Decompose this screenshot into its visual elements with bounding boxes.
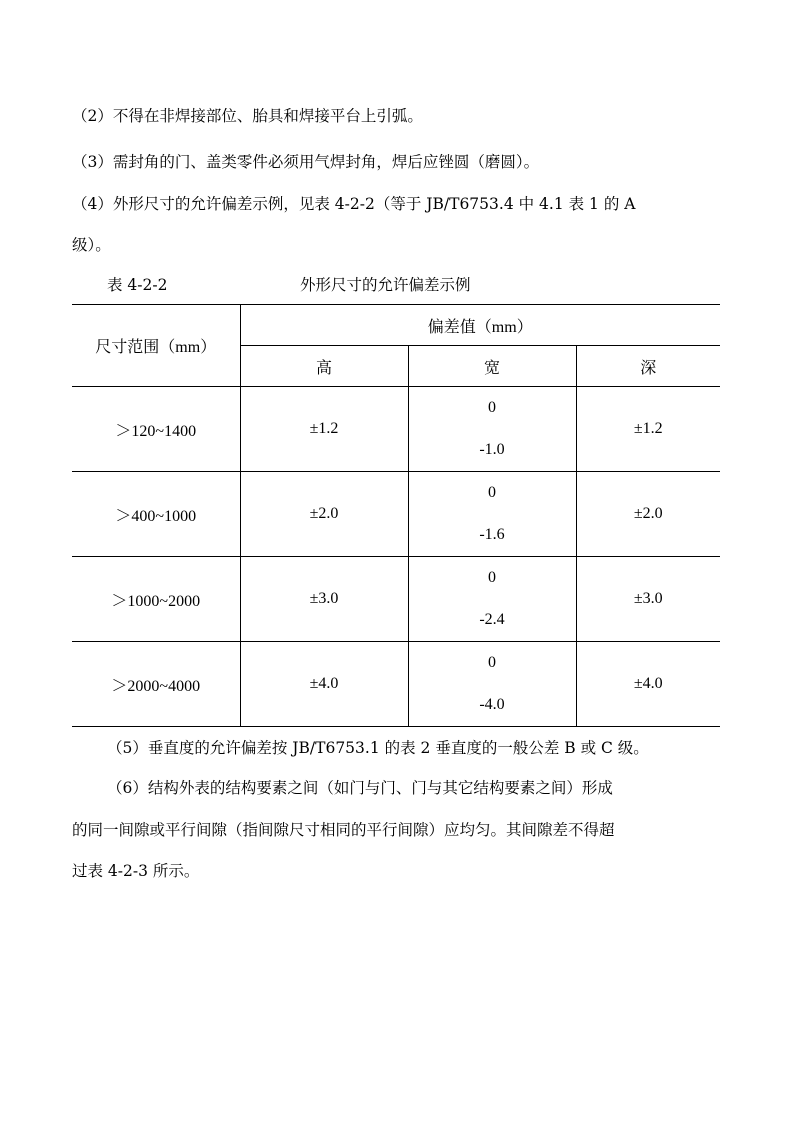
cell-height: ±1.2 xyxy=(240,387,408,472)
table-row xyxy=(72,387,720,472)
cell-depth: ±2.0 xyxy=(576,472,720,557)
cell-width-lower: -4.0 xyxy=(479,696,505,713)
cell-width-upper: 0 xyxy=(488,654,496,671)
table-title: 外形尺寸的允许偏差示例 xyxy=(300,276,471,294)
cell-depth: ±4.0 xyxy=(576,642,720,727)
header-size-range: 尺寸范围（mm） xyxy=(72,305,240,387)
tolerance-table xyxy=(72,304,720,727)
cell-range: ＞2000~4000 xyxy=(72,642,240,727)
cell-range: ＞400~1000 xyxy=(72,472,240,557)
cell-width-lower: -1.0 xyxy=(479,441,505,458)
cell-height: ±3.0 xyxy=(240,557,408,642)
cell-range: ＞1000~2000 xyxy=(72,557,240,642)
cell-width-lower: -1.6 xyxy=(479,526,505,543)
table-row xyxy=(72,642,720,727)
cell-width-upper: 0 xyxy=(488,399,496,416)
paragraph-item-2: （2）不得在非焊接部位、胎具和焊接平台上引弧。 xyxy=(72,107,423,125)
header-width: 宽 xyxy=(408,346,576,387)
paragraph-item-4-line-2: 级）。 xyxy=(72,236,111,254)
cell-width-upper: 0 xyxy=(488,569,496,586)
table-row xyxy=(72,557,720,642)
cell-width xyxy=(408,472,576,557)
cell-depth: ±3.0 xyxy=(576,557,720,642)
cell-width xyxy=(408,387,576,472)
paragraph-item-6-line-1: （6）结构外表的结构要素之间（如门与门、门与其它结构要素之间）形成 xyxy=(107,779,613,797)
header-depth: 深 xyxy=(576,346,720,387)
paragraph-item-3: （3）需封角的门、盖类零件必须用气焊封角，焊后应锉圆（磨圆）。 xyxy=(72,153,540,171)
table-header-row xyxy=(72,305,720,346)
table-row xyxy=(72,472,720,557)
paragraph-item-6-line-2: 的同一间隙或平行间隙（指间隙尺寸相同的平行间隙）应均匀。其间隙差不得超 xyxy=(72,821,615,839)
header-deviation: 偏差值（mm） xyxy=(240,305,720,346)
paragraph-item-5: （5）垂直度的允许偏差按 JB/T6753.1 的表 2 垂直度的一般公差 B 或 C 级。 xyxy=(107,739,649,757)
cell-width-upper: 0 xyxy=(488,484,496,501)
cell-height: ±4.0 xyxy=(240,642,408,727)
cell-width-lower: -2.4 xyxy=(479,611,505,628)
cell-height: ±2.0 xyxy=(240,472,408,557)
paragraph-item-6-line-3: 过表 4-2-3 所示。 xyxy=(72,862,200,880)
cell-width xyxy=(408,642,576,727)
cell-depth: ±1.2 xyxy=(576,387,720,472)
paragraph-item-4-line-1: （4）外形尺寸的允许偏差示例，见表 4-2-2（等于 JB/T6753.4 中 4.1 表 1 的 A xyxy=(72,195,636,213)
header-height: 高 xyxy=(240,346,408,387)
cell-width xyxy=(408,557,576,642)
table-number: 表 4-2-2 xyxy=(107,276,168,294)
cell-range: ＞120~1400 xyxy=(72,387,240,472)
